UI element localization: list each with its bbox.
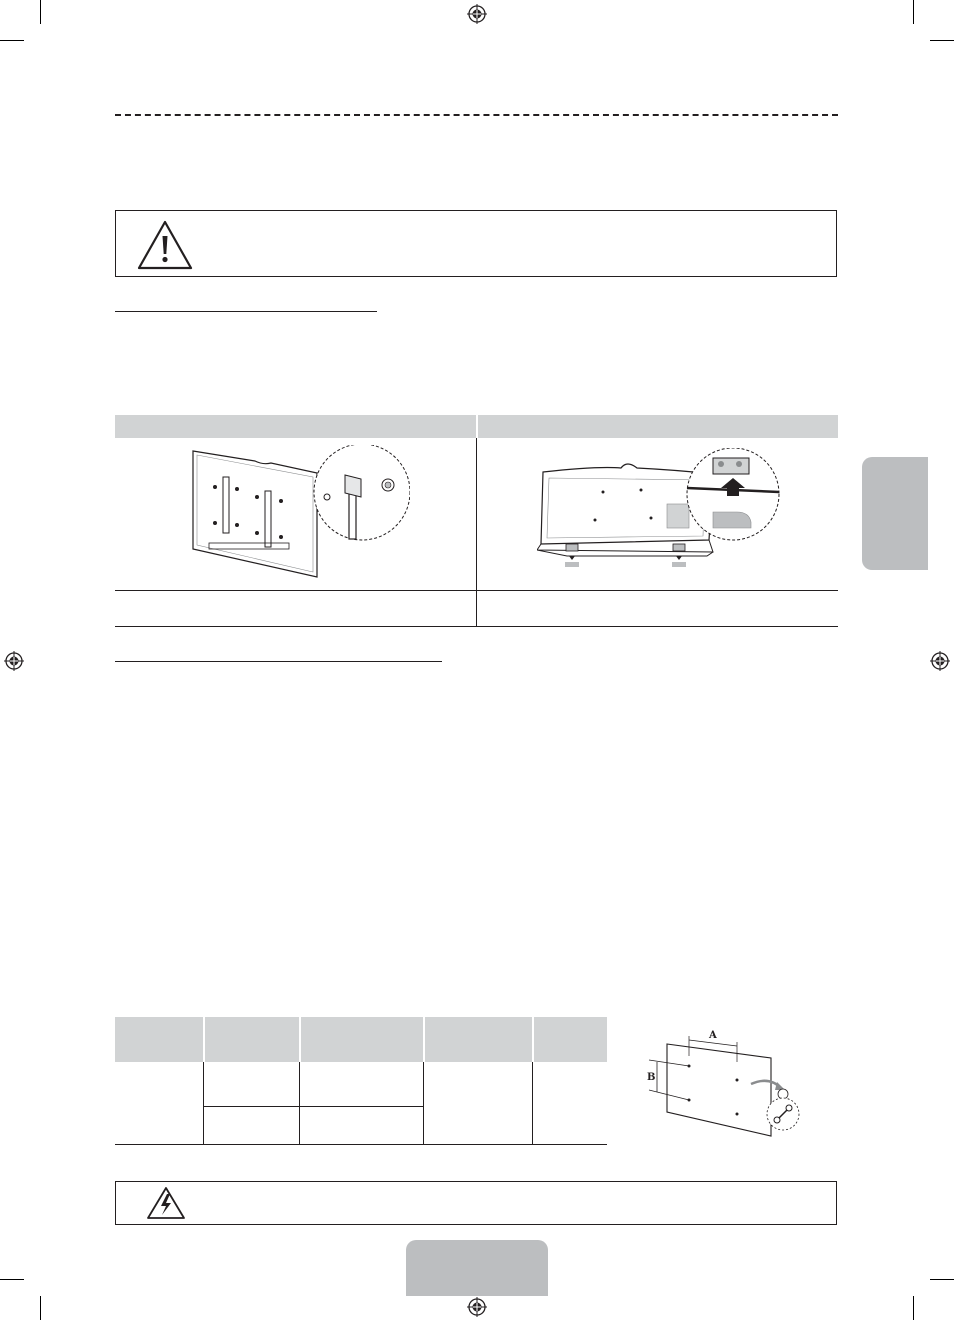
registration-mark-icon [4,651,24,671]
table-header-cell [115,1017,203,1062]
section-divider [115,114,838,116]
table-rule [115,626,838,627]
registration-mark-icon [930,651,950,671]
electric-warning-box [115,1181,837,1225]
table-divider [476,438,477,626]
crop-mark-bottom-right-v [913,1296,914,1320]
table-rule [115,1144,607,1145]
dimension-label-a: A [709,1030,717,1041]
caution-box [115,210,837,277]
crop-mark-bottom-right-h [930,1279,954,1280]
crop-mark-top-right-h [930,40,954,41]
caution-triangle-icon [136,219,194,271]
tv-back-bracket-figure [185,445,410,583]
crop-mark-bottom-left-h [0,1279,24,1280]
table-rule [115,590,838,591]
language-side-tab [862,457,928,570]
table-header-cell [425,1017,532,1062]
crop-mark-top-left-h [0,40,24,41]
wall-mount-diagram [643,1022,808,1137]
table-divider [203,1062,204,1144]
crop-mark-bottom-left-v [40,1296,41,1320]
heading-underline [115,661,442,662]
page-number-tab [406,1240,548,1296]
table-header-cell [478,415,838,438]
table-header-cell [534,1017,607,1062]
table-divider [423,1062,424,1144]
dimension-label-b: B [647,1072,656,1083]
table-header-cell [301,1017,423,1062]
table-rule [203,1106,423,1107]
electric-shock-icon [146,1186,186,1220]
tv-stand-figure [537,448,787,573]
table-divider [532,1062,533,1144]
crop-mark-top-left-v [40,0,41,24]
table-divider [299,1062,300,1144]
registration-mark-icon [467,4,487,24]
crop-mark-top-right-v [913,0,914,24]
table-header-cell [205,1017,299,1062]
heading-underline [115,311,377,312]
table-header-cell [115,415,476,438]
registration-mark-icon [467,1297,487,1317]
